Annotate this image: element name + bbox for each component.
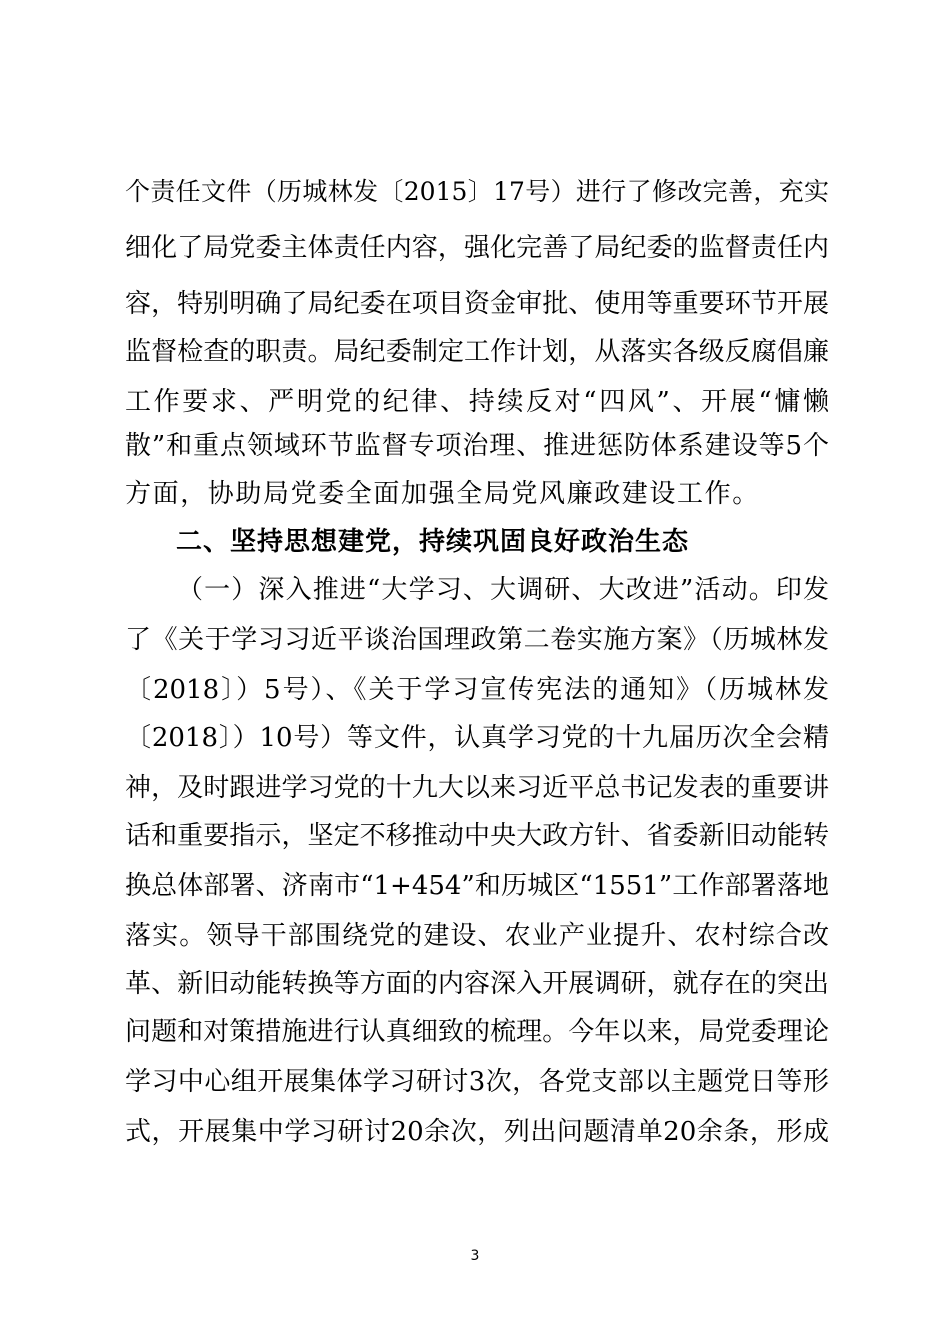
paragraph-2-line-6: 话和重要指示，坚定不移推动中央大政方针、省委新旧动能转 [125, 821, 829, 851]
paragraph-2-line-8: 落实。领导干部围绕党的建设、农业产业提升、农村综合改 [125, 921, 829, 951]
paragraph-2-line-9: 革、新旧动能转换等方面的内容深入开展调研，就存在的突出 [125, 969, 829, 999]
paragraph-2-line-10: 问题和对策措施进行认真细致的梳理。今年以来，局党委理论 [125, 1017, 829, 1047]
paragraph-2-line-5: 神，及时跟进学习党的十九大以来习近平总书记发表的重要讲 [125, 773, 829, 803]
paragraph-1-line-1: 个责任文件（历城林发〔2015〕17号）进行了修改完善，充实 [125, 177, 829, 206]
paragraph-1-line-6: 散”和重点领域环节监督专项治理、推进惩防体系建设等5个 [125, 431, 829, 461]
paragraph-1-line-2: 细化了局党委主体责任内容，强化完善了局纪委的监督责任内 [125, 233, 829, 263]
page-number: 3 [470, 1248, 480, 1264]
paragraph-1-line-7: 方面，协助局党委全面加强全局党风廉政建设工作。 [125, 479, 760, 509]
section-heading: 二、坚持思想建党，持续巩固良好政治生态 [176, 527, 690, 557]
paragraph-2-line-1 [125, 562, 829, 618]
paragraph-1-line-4: 监督检查的职责。局纪委制定工作计划，从落实各级反腐倡廉 [125, 337, 829, 367]
paragraph-2-line-7: 换总体部署、济南市“1+454”和历城区“1551”工作部署落地 [125, 871, 829, 901]
paragraph-2-line-1-text: （一）深入推进“大学习、大调研、大改进”活动。印发 [177, 575, 829, 605]
paragraph-2-line-3: 〔2018〕）5号）、《关于学习宣传宪法的通知》（历城林发 [125, 675, 829, 705]
paragraph-2-line-2: 了《关于学习习近平谈治国理政第二卷实施方案》（历城林发 [125, 625, 829, 655]
paragraph-2-line-4: 〔2018〕）10号）等文件，认真学习党的十九届历次全会精 [125, 723, 829, 753]
paragraph-2-line-12: 式，开展集中学习研讨20余次，列出问题清单20余条，形成 [125, 1117, 829, 1147]
paragraph-2-line-11: 学习中心组开展集体学习研讨3次，各党支部以主题党日等形 [125, 1067, 829, 1097]
paragraph-1-line-3: 容，特别明确了局纪委在项目资金审批、使用等重要环节开展 [125, 289, 829, 319]
paragraph-1-line-5: 工作要求、严明党的纪律、持续反对“四风”、开展“慵懒 [125, 387, 829, 417]
